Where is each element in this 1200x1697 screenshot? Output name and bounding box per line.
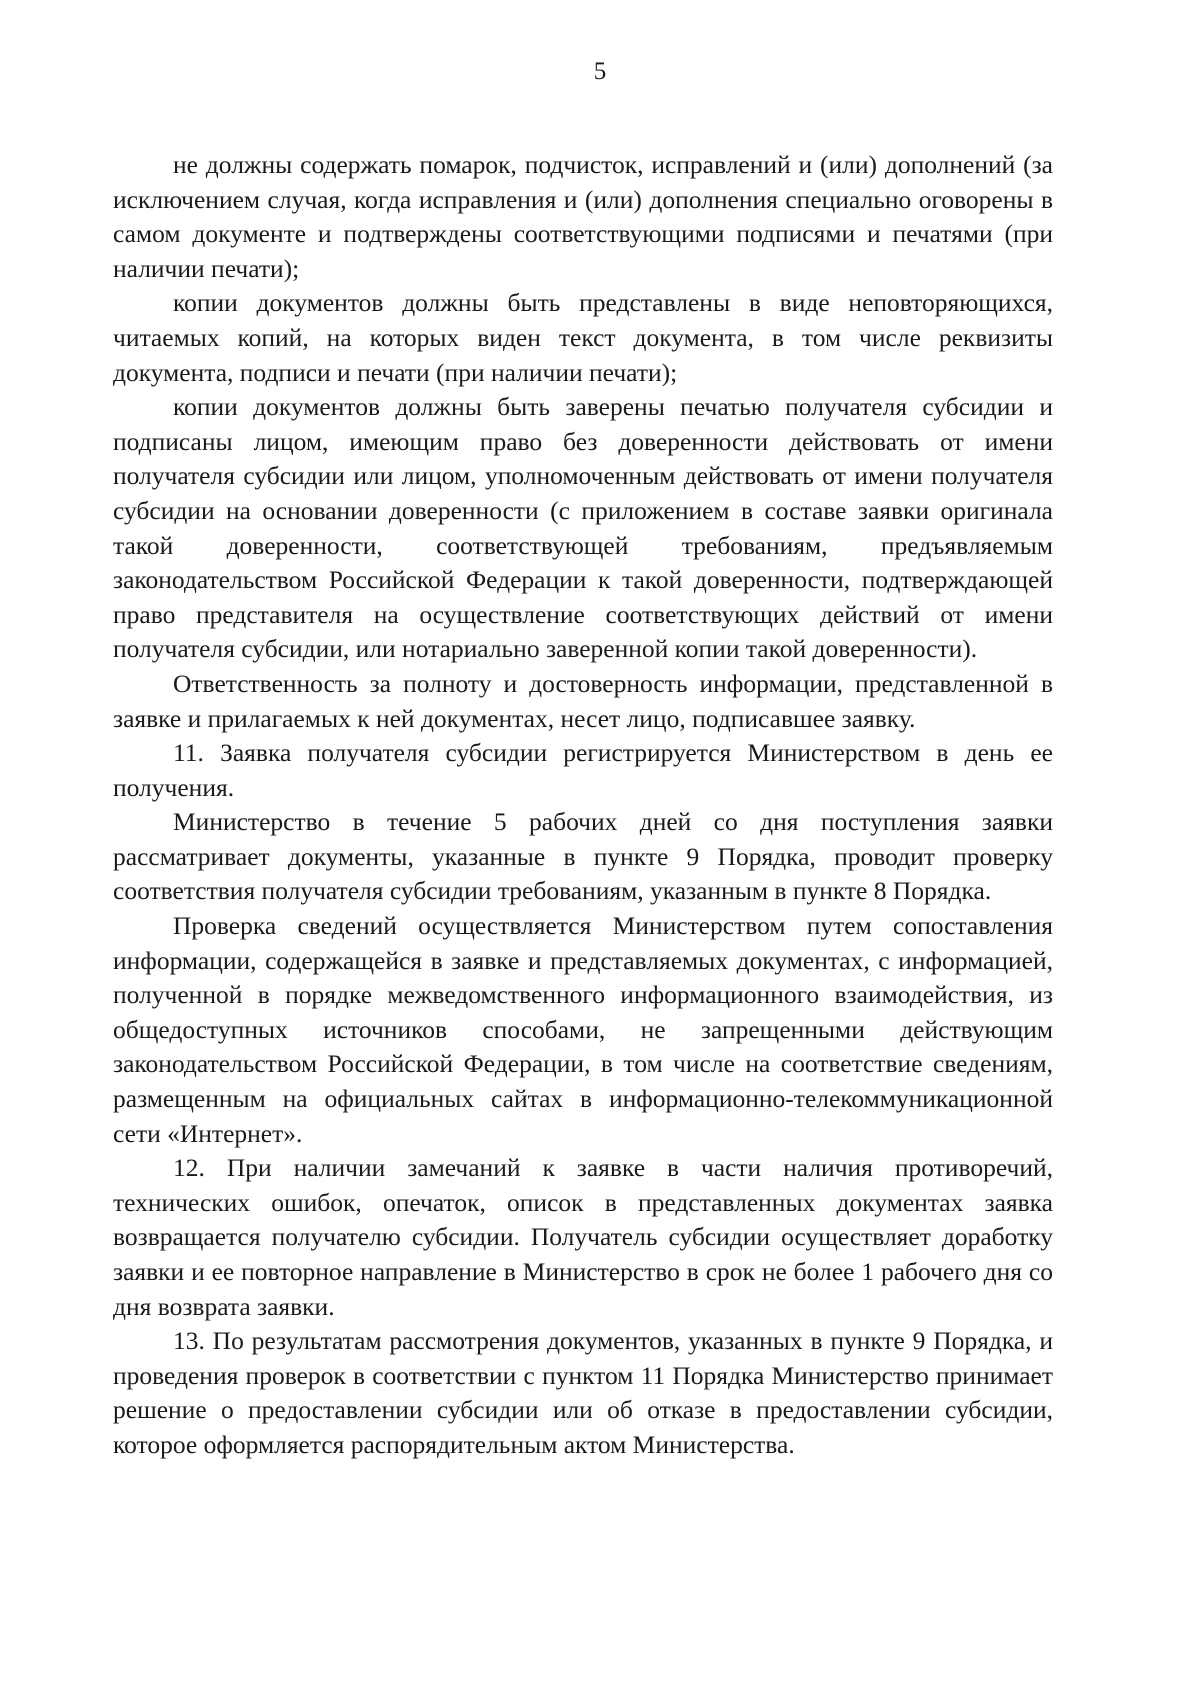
paragraph-clause-13: 13. По результатам рассмотрения документов, указанных в пункте 9 Порядка, и проведения проверок в соответствии с пунктом 11 Порядка Министерство принимает решение о предоставлении субсидии или об отказе в предоставлении субсидии, которое оформляется распорядительным актом Министерства.	[113, 1326, 1053, 1459]
paragraph-readable-copies: копии документов должны быть представлены в виде неповторяющихся, читаемых копий, на которых виден текст документа, в том числе реквизиты документа, подписи и печати (при наличии печати);	[113, 288, 1053, 387]
document-body	[113, 148, 1053, 1463]
paragraph-verification: Проверка сведений осуществляется Министерством путем сопоставления информации, содержащейся в заявке и представляемых документах, с информацией, полученной в порядке межведомственного информационного взаимодействия, из общедоступных источников способами, не запрещенными действующим законодательством Российской Федерации, в том числе на соответствие сведениям, размещенным на официальных сайтах в информационно-телекоммуникационной сети «Интернет».	[113, 911, 1053, 1148]
paragraph-review-5-days: Министерство в течение 5 рабочих дней со дня поступления заявки рассматривает документы, указанные в пункте 9 Порядка, проводит проверку соответствия получателя субсидии требованиям, указанным в пункте 8 Порядка.	[113, 807, 1053, 906]
paragraph-no-blots: не должны содержать помарок, подчисток, исправлений и (или) дополнений (за исключением случая, когда исправления и (или) дополнения специально оговорены в самом документе и подтверждены соответствующими подписями и печатями (при наличии печати);	[113, 150, 1053, 283]
paragraph-clause-12: 12. При наличии замечаний к заявке в части наличия противоречий, технических ошибок, опечаток, описок в представленных документах заявка возвращается получателю субсидии. Получатель субсидии осуществляет доработку заявки и ее повторное направление в Министерство в срок не более 1 рабочего дня со дня возврата заявки.	[113, 1153, 1053, 1321]
paragraph-clause-11: 11. Заявка получателя субсидии регистрируется Министерством в день ее получения.	[113, 738, 1053, 802]
paragraph-responsibility: Ответственность за полноту и достоверность информации, представленной в заявке и прилагаемых к ней документах, несет лицо, подписавшее заявку.	[113, 668, 1053, 733]
paragraph-certified-copies: копии документов должны быть заверены печатью получателя субсидии и подписаны лицом, имеющим право без доверенности действовать от имени получателя субсидии или лицом, уполномоченным действовать от имени получателя субсидии на основании доверенности (с приложением в составе заявки оригинала такой доверенности, соответствующей требованиям, предъявляемым законодательством Российской Федерации к такой доверенности, подтверждающей право представителя на осуществление соответствующих действий от имени получателя субсидии, или нотариально заверенной копии такой доверенности).	[113, 392, 1053, 664]
page-number: 5	[593, 58, 607, 85]
